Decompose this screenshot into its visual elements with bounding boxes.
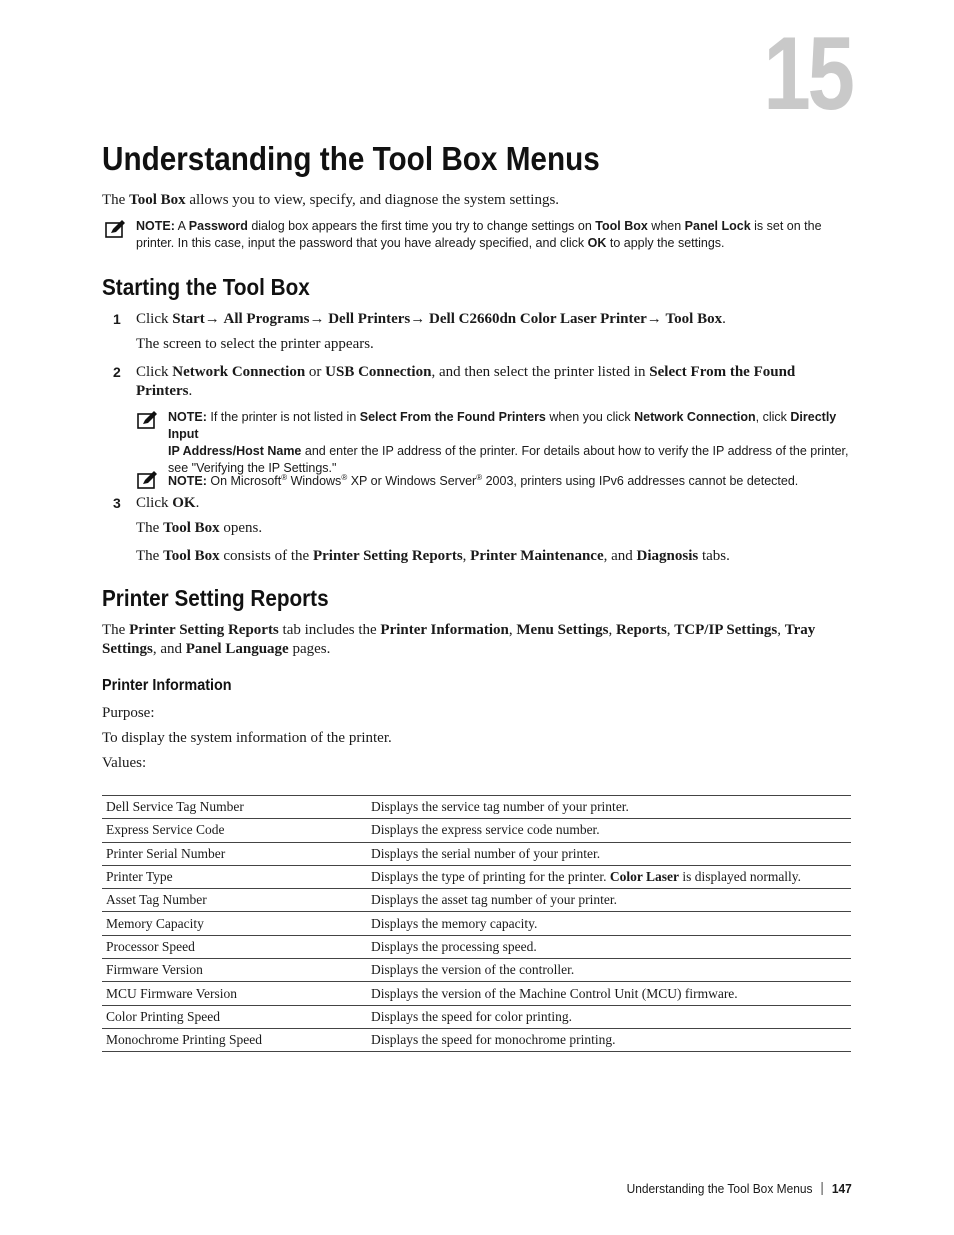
table-cell-name: Processor Speed: [102, 935, 367, 958]
table-cell-description: Displays the speed for monochrome printing.: [367, 1028, 851, 1051]
table-row: [102, 959, 851, 982]
table-cell-name: Asset Tag Number: [102, 889, 367, 912]
table-cell-name: Printer Serial Number: [102, 842, 367, 865]
step-3-text: Click OK.: [136, 495, 200, 511]
table-cell-name: MCU Firmware Version: [102, 982, 367, 1005]
table-cell-description: Displays the type of printing for the printer. Color Laser is displayed normally.: [367, 865, 851, 888]
table-cell-description: Displays the version of the Machine Control Unit (MCU) firmware.: [367, 982, 851, 1005]
table-cell-description: Displays the service tag number of your printer.: [367, 796, 851, 819]
footer-chapter-title: Understanding the Tool Box Menus: [626, 1181, 813, 1196]
table-cell-description: Displays the speed for color printing.: [367, 1005, 851, 1028]
table-row: [102, 865, 851, 888]
chapter-number: 15: [763, 16, 852, 132]
step-1-result: The screen to select the printer appears.: [136, 336, 374, 352]
page-number: 147: [832, 1181, 852, 1196]
purpose-label: Purpose:: [102, 705, 155, 721]
note-pencil-icon: [105, 220, 125, 238]
page-title: Understanding the Tool Box Menus: [102, 140, 600, 177]
subheading-printer-information: Printer Information: [102, 677, 232, 694]
table-cell-description: Displays the version of the controller.: [367, 959, 851, 982]
footer-divider: [822, 1182, 823, 1195]
table-cell-name: Monochrome Printing Speed: [102, 1028, 367, 1051]
table-cell-description: Displays the serial number of your printer.: [367, 842, 851, 865]
table-row: [102, 1005, 851, 1028]
table-cell-name: Memory Capacity: [102, 912, 367, 935]
table-row: [102, 889, 851, 912]
step-number-1: 1: [113, 311, 121, 327]
table-cell-name: Dell Service Tag Number: [102, 796, 367, 819]
reports-paragraph: The Printer Setting Reports tab includes the Printer Information, Menu Settings, Reports, TCP/IP Settings, Tray Settings, and Panel Language pages.: [102, 622, 816, 657]
table-cell-description: Displays the asset tag number of your printer.: [367, 889, 851, 912]
values-table: [102, 795, 851, 1052]
table-row: [102, 912, 851, 935]
table-cell-description: Displays the express service code number.: [367, 819, 851, 842]
step-3-tabs: The Tool Box consists of the Printer Setting Reports, Printer Maintenance, and Diagnosis tabs.: [136, 548, 730, 564]
table-cell-name: Color Printing Speed: [102, 1005, 367, 1028]
table-cell-description: Displays the processing speed.: [367, 935, 851, 958]
table-cell-name: Firmware Version: [102, 959, 367, 982]
step-2-text: Click Network Connection or USB Connection, and then select the printer listed in Select From the Found Printers.: [136, 364, 796, 399]
table-row: [102, 935, 851, 958]
step-number-3: 3: [113, 495, 121, 511]
step-1-text: Click Start→ All Programs→ Dell Printers→ Dell C2660dn Color Laser Printer→ Tool Box.: [136, 311, 726, 327]
purpose-text: To display the system information of the printer.: [102, 730, 392, 746]
table-cell-description: Displays the memory capacity.: [367, 912, 851, 935]
section-heading-starting: Starting the Tool Box: [102, 274, 310, 300]
page-footer: [627, 1181, 852, 1196]
table-cell-name: Printer Type: [102, 865, 367, 888]
intro-paragraph: The Tool Box allows you to view, specify, and diagnose the system settings.: [102, 192, 560, 208]
table-row: [102, 982, 851, 1005]
values-label: Values:: [102, 755, 147, 771]
table-row: [102, 842, 851, 865]
table-cell-name: Express Service Code: [102, 819, 367, 842]
table-row: [102, 819, 851, 842]
section-heading-reports: Printer Setting Reports: [102, 585, 329, 611]
note-pencil-icon: [137, 411, 157, 429]
step-3-result: The Tool Box opens.: [136, 520, 263, 536]
table-row: [102, 796, 851, 819]
note-pencil-icon: [137, 471, 157, 489]
table-row: [102, 1028, 851, 1051]
step-number-2: 2: [113, 364, 121, 380]
